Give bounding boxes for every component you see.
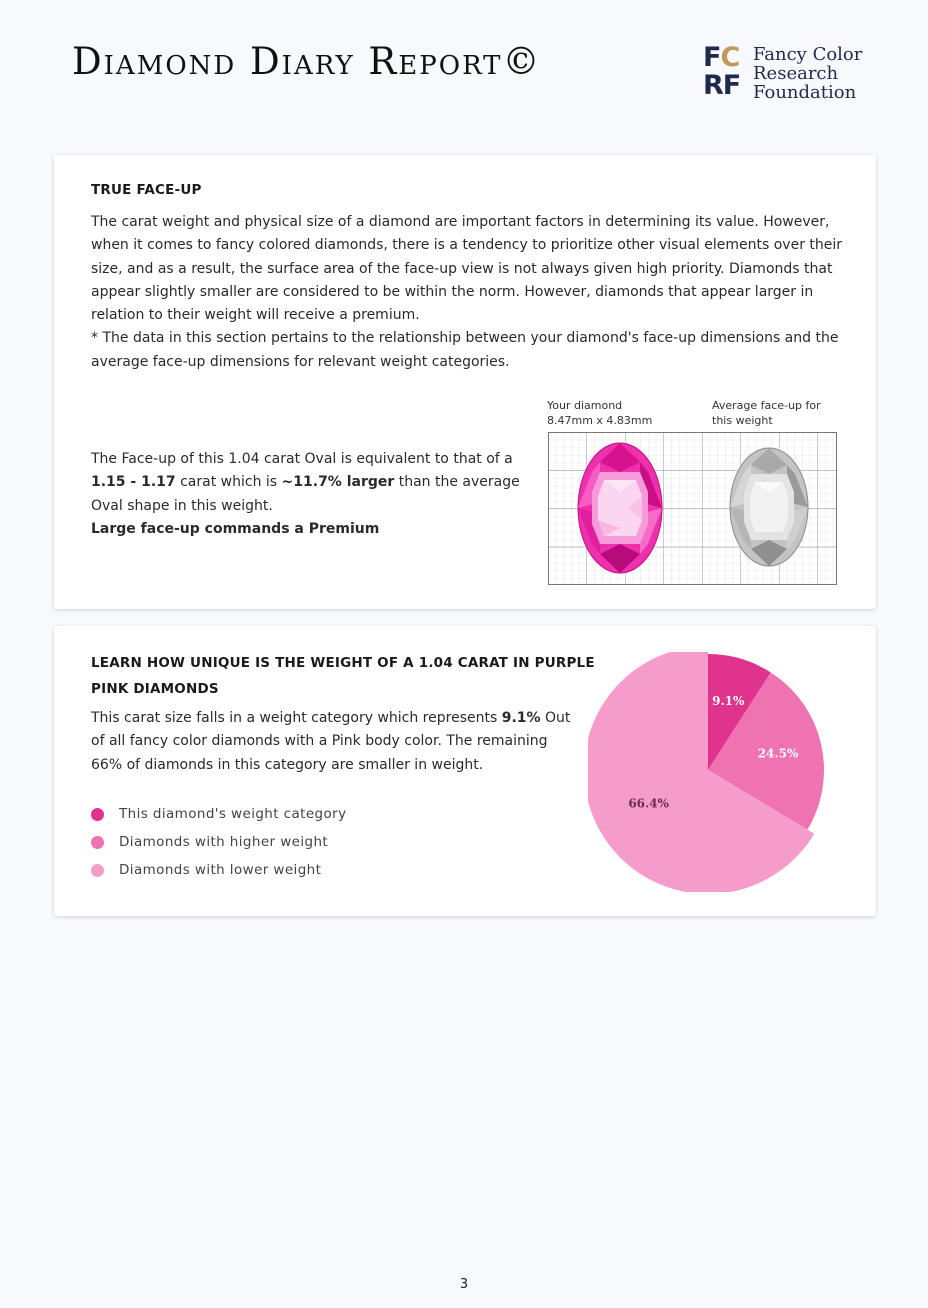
faceup-comparison-figure [548,432,837,585]
average-faceup-label: Average face-up for this weight [712,399,821,427]
chart-legend [91,800,347,884]
face-up-result: The Face-up of this 1.04 carat Oval is equivalent to that of a 1.15 - 1.17 carat which is ~11.7% larger than the average Oval shape in this weight. Large face-up commands a Premium [91,451,520,537]
pie-slice-label: 24.5% [757,746,799,761]
legend-swatch [91,808,104,821]
section-title: TRUE FACE-UP [91,182,202,198]
pie-slice-label: 66.4% [628,796,669,811]
your-diamond-label: Your diamond 8.47mm x 4.83mm [547,399,653,427]
page-number: 3 [459,1277,469,1292]
section-title: LEARN HOW UNIQUE IS THE WEIGHT OF A 1.04 CARAT IN PURPLE PINK DIAMONDS [91,655,595,697]
legend-swatch [91,836,104,849]
pie-slice-label: 9.1% [712,693,745,708]
weight-description: This carat size falls in a weight category which represents 9.1% Out of all fancy color diamonds with a Pink body color. The remaining 66% of diamonds in this category are smaller in weight. [91,710,571,773]
conclusion-text: Large face-up commands a Premium [91,520,380,537]
face-up-card [54,155,876,609]
weight-uniqueness-card [54,626,876,916]
logo-monogram: FC RF [703,42,741,101]
legend-item: Diamonds with higher weight [91,828,347,856]
weight-pie-chart [588,652,828,892]
face-up-intro: The carat weight and physical size of a diamond are important factors in determining its value. However, when it comes to fancy colored diamonds, there is a tendency to prioritize other visual elements over their size, and as a result, the surface area of the face-up view is not always given high priority. Diamonds that appear slightly smaller are considered to be within the norm. However, diamonds that appear larger in relation to their weight will receive a premium. * The data in this section pertains to the relationship between your diamond's face-up dimensions and the average face-up dimensions for relevant weight categories. [91,214,843,370]
legend-item: Diamonds with lower weight [91,856,347,884]
page-title: Diamond Diary Report© [72,40,542,83]
pink-oval-diamond-icon [578,443,662,573]
fcrf-logo [703,44,873,104]
logo-text: Fancy Color Research Foundation [753,44,863,103]
legend-item: This diamond's weight category [91,800,347,828]
legend-swatch [91,864,104,877]
